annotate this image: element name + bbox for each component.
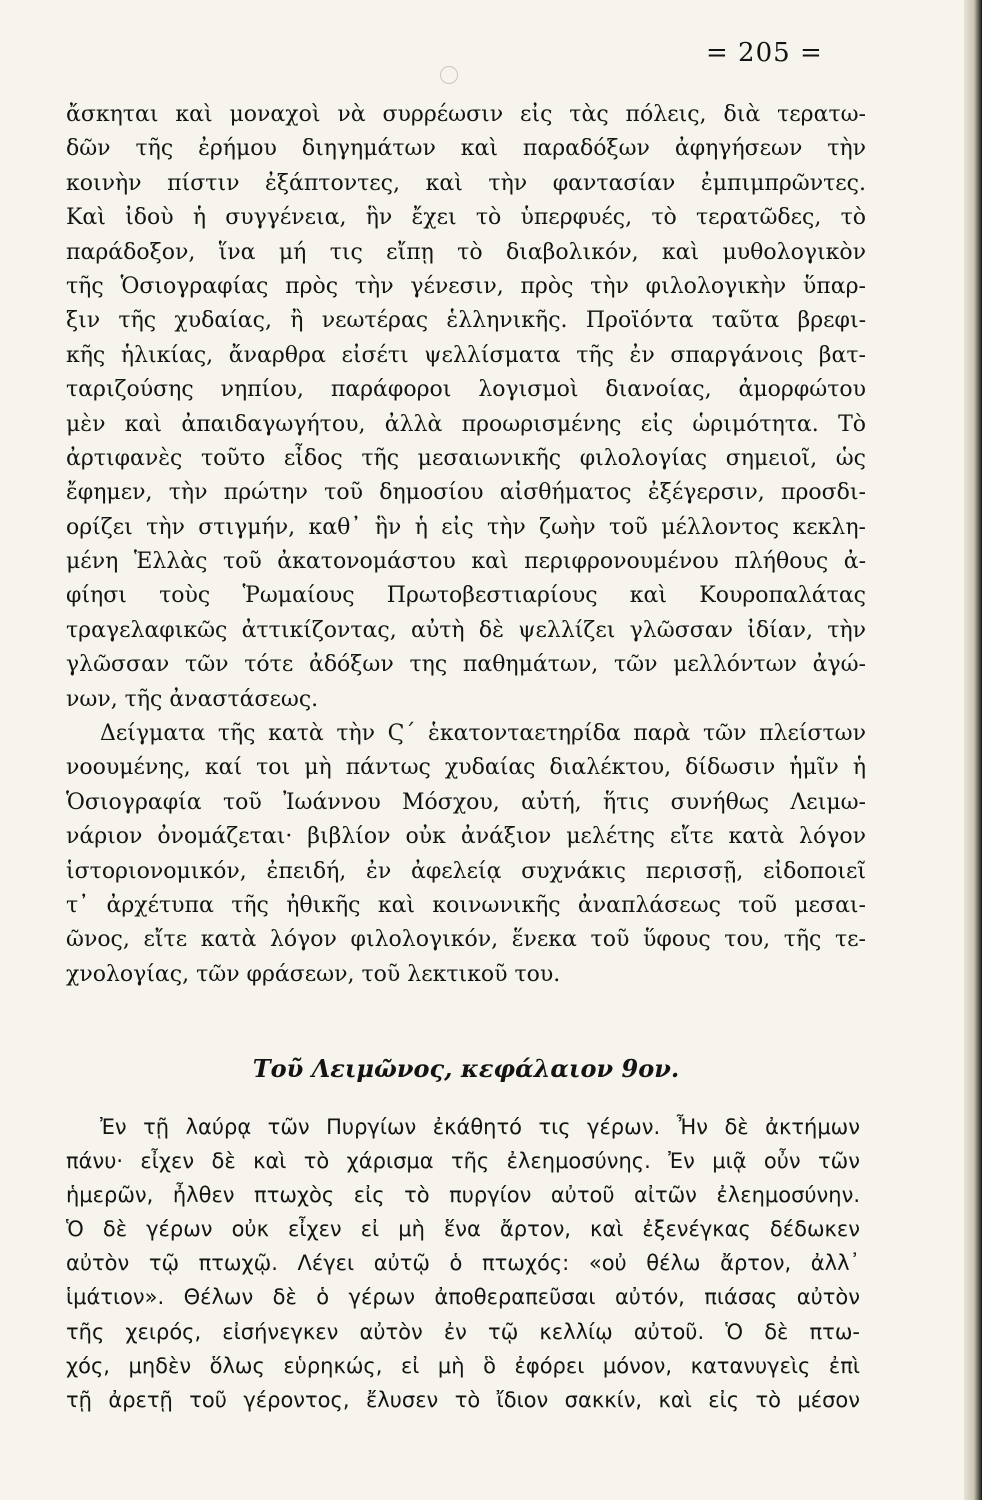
text-line: ἱμάτιον». Θέλων δὲ ὁ γέρων ἀποθεραπεῦσαι αὐτόν, πιάσας αὐτὸν [66, 1285, 860, 1310]
body-text-upper [66, 98, 866, 992]
text-line: μένη Ἑλλὰς τοῦ ἀκατονομάστου καὶ περιφρονουμένου πλήθους ἀ- [66, 549, 866, 575]
text-line: μὲν καὶ ἀπαιδαγωγήτου, ἀλλὰ προωρισμένης εἰς ὡριμότητα. Τὸ [66, 411, 866, 437]
text-line: Ὁ δὲ γέρων οὐκ εἶχεν εἰ μὴ ἕνα ἄρτον, καὶ ἐξενέγκας δέδωκεν [66, 1217, 860, 1242]
text-line-last: χνολογίας, τῶν φράσεων, τοῦ λεκτικοῦ του. [66, 961, 561, 987]
text-line: χός, μηδὲν ὅλως εὑρηκώς, εἰ μὴ ὃ ἐφόρει μόνον, κατανυγεὶς ἐπὶ [66, 1353, 860, 1378]
text-line: νάριον ὀνομάζεται· βιβλίον οὐκ ἀνάξιον μελέτης εἴτε κατὰ λόγον [66, 824, 866, 850]
text-line: κῆς ἡλικίας, ἄναρθρα εἰσέτι ψελλίσματα τῆς ἐν σπαργάνοις βατ- [66, 342, 866, 368]
text-line: Καὶ ἰδοὺ ἡ συγγένεια, ἣν ἔχει τὸ ὑπερφυές, τὸ τερατῶδες, τὸ [66, 205, 866, 231]
text-line: κοινὴν πίστιν ἐξάπτοντες, καὶ τὴν φαντασίαν ἐμπιμπρῶντες. [66, 170, 866, 196]
text-line: παράδοξον, ἵνα μή τις εἴπῃ τὸ διαβολικόν, καὶ μυθολογικὸν [66, 239, 866, 265]
scan-page-edge [964, 0, 982, 1500]
text-line: Ὁσιογραφία τοῦ Ἰωάννου Μόσχου, αὐτή, ἥτις συνήθως Λειμω- [66, 789, 866, 815]
text-line: γλῶσσαν τῶν τότε ἀδόξων της παθημάτων, τῶν μελλόντων ἀγώ- [66, 652, 866, 678]
text-line: ἀρτιφανὲς τοῦτο εἶδος τῆς μεσαιωνικῆς φιλολογίας σημειοῖ, ὡς [66, 445, 866, 471]
text-line: τῆς Ὁσιογραφίας πρὸς τὴν γένεσιν, πρὸς τὴν φιλολογικὴν ὕπαρ- [66, 273, 866, 299]
text-line: ἡμερῶν, ἦλθεν πτωχὸς εἰς τὸ πυργίον αὐτοῦ αἰτῶν ἐλεημοσύνην. [66, 1183, 860, 1208]
text-line: ἄσκηται καὶ μοναχοὶ νὰ συρρέωσιν εἰς τὰς πόλεις, διὰ τερατω- [66, 102, 866, 127]
text-line: δῶν τῆς ἐρήμου διηγημάτων καὶ παραδόξων ἀφηγήσεων τὴν [66, 136, 866, 162]
text-line: τῇ ἀρετῇ τοῦ γέροντος, ἔλυσεν τὸ ἴδιον σακκίν, καὶ εἰς τὸ μέσον [66, 1387, 860, 1412]
paragraph-start-line: Ἐν τῇ λαύρᾳ τῶν Πυργίων ἐκάθητό τις γέρων. Ἦν δὲ ἀκτήμων [100, 1115, 860, 1139]
page-number: = 205 = [706, 38, 823, 68]
chapter-heading: Τοῦ Λειμῶνος, κεφάλαιον 9ον. [252, 1054, 680, 1083]
text-line: ταριζούσης νηπίου, παράφοροι λογισμοὶ διανοίας, ἀμορφώτου [66, 377, 866, 403]
text-line: φίησι τοὺς Ῥωμαίους Πρωτοβεστιαρίους καὶ Κουροπαλάτας [66, 583, 866, 609]
text-line: τ᾿ ἀρχέτυπα τῆς ἠθικῆς καὶ κοινωνικῆς ἀναπλάσεως τοῦ μεσαι- [66, 892, 866, 918]
text-line: ἔφημεν, τὴν πρώτην τοῦ δημοσίου αἰσθήματος ἐξέγερσιν, προσδι- [66, 480, 866, 506]
text-line: αὐτὸν τῷ πτωχῷ. Λέγει αὐτῷ ὁ πτωχός: «οὐ θέλω ἄρτον, ἀλλ᾿ [66, 1251, 860, 1276]
text-line: ξιν τῆς χυδαίας, ἢ νεωτέρας ἑλληνικῆς. Προϊόντα ταῦτα βρεφι- [66, 308, 866, 334]
paragraph-start-line: Δείγματα τῆς κατὰ τὴν Ϛ΄ ἑκατονταετηρίδα παρὰ τῶν πλείστων [100, 721, 866, 747]
text-line: νοουμένης, καί τοι μὴ πάντως χυδαίας διαλέκτου, δίδωσιν ἡμῖν ἡ [66, 755, 866, 781]
text-line: ἱστοριονομικόν, ἐπειδή, ἐν ἀφελείᾳ συχνάκις περισσῇ, εἰδοποιεῖ [66, 858, 866, 884]
ink-blot-mark [440, 66, 458, 84]
text-line: πάνυ· εἶχεν δὲ καὶ τὸ χάρισμα τῆς ἐλεημοσύνης. Ἐν μιᾷ οὖν τῶν [66, 1149, 860, 1174]
body-text-lower [66, 1110, 860, 1417]
text-line-last: νων, τῆς ἀναστάσεως. [66, 686, 319, 712]
text-line: ορίζει τὴν στιγμήν, καθ᾿ ἣν ἡ εἰς τὴν ζωὴν τοῦ μέλλοντος κεκλη- [66, 514, 866, 540]
text-line: τραγελαφικῶς ἀττικίζοντας, αὐτὴ δὲ ψελλίζει γλῶσσαν ἰδίαν, τὴν [66, 617, 866, 643]
text-line: ῶνος, εἴτε κατὰ λόγον φιλολογικόν, ἕνεκα τοῦ ὕφους του, τῆς τε- [66, 927, 866, 953]
text-line: τῆς χειρός, εἰσήνεγκεν αὐτὸν ἐν τῷ κελλίῳ αὐτοῦ. Ὁ δὲ πτω- [66, 1319, 860, 1344]
